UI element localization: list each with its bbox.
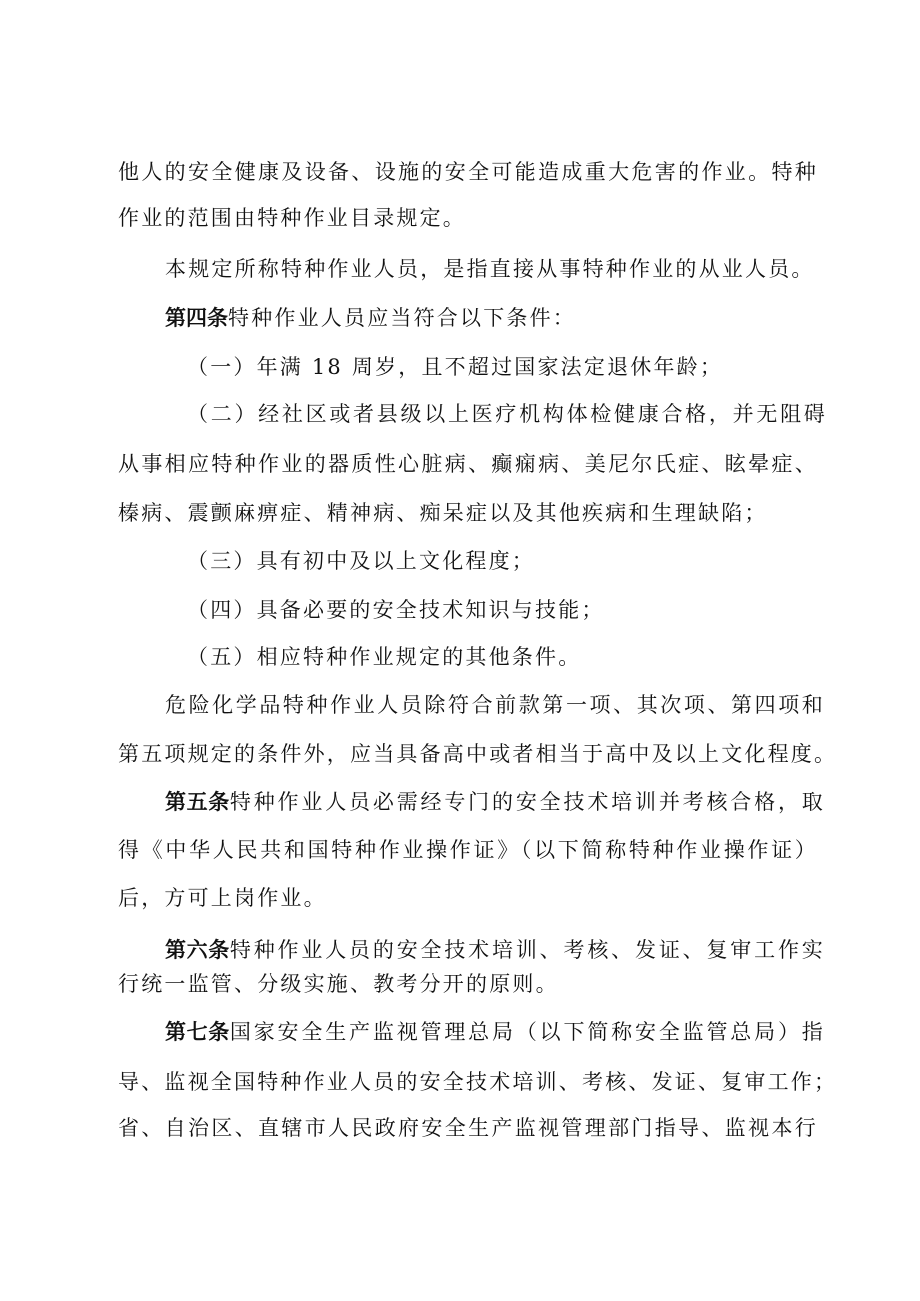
article-7-paragraph [165, 1016, 825, 1048]
text-line: 本规定所称特种作业人员，是指直接从事特种作业的从业人员。 [165, 257, 815, 281]
text-line: 得《中华人民共和国特种作业操作证》（以下简称特种作业操作证） [118, 838, 818, 862]
text-line: 作业的范围由特种作业目录规定。 [118, 206, 466, 230]
article-heading: 第四条 [165, 306, 228, 330]
article-heading: 第六条 [165, 938, 230, 962]
text-line: 他人的安全健康及设备、设施的安全可能造成重大危害的作业。特种 [118, 160, 818, 184]
list-item: （一）年满 18 周岁，且不超过国家法定退休年龄； [187, 355, 724, 379]
text-line: 危险化学品特种作业人员除符合前款第一项、其次项、第四项和 [165, 693, 825, 717]
text-line: 特种作业人员应当符合以下条件： [228, 306, 576, 330]
text-line: 行统一监管、分级实施、教考分开的原则。 [118, 972, 559, 996]
article-heading: 第五条 [165, 790, 230, 814]
article-4-paragraph [165, 302, 825, 334]
list-item: （五）相应特种作业规定的其他条件。 [187, 645, 582, 669]
text-line: 特种作业人员的安全技术培训、考核、发证、复审工作实 [229, 938, 825, 962]
list-item: （三）具有初中及以上文化程度； [187, 549, 535, 573]
text-line: 后，方可上岗作业。 [118, 886, 327, 910]
text-line: 榛病、震颤麻痹症、精神病、痴呆症以及其他疾病和生理缺陷； [118, 501, 768, 525]
text-line: 从事相应特种作业的器质性心脏病、癫痫病、美尼尔氏症、眩晕症、 [118, 452, 818, 476]
article-6-paragraph [165, 934, 825, 966]
list-item: （四）具备必要的安全技术知识与技能； [187, 598, 605, 622]
text-line: 导、监视全国特种作业人员的安全技术培训、考核、发证、复审工作； [118, 1070, 838, 1094]
article-5-paragraph [165, 786, 825, 818]
list-item: （二）经社区或者县级以上医疗机构体检健康合格，并无阻碍 [187, 402, 827, 426]
text-line: 国家安全生产监视管理总局（以下简称安全监管总局）指 [229, 1020, 825, 1044]
article-heading: 第七条 [165, 1020, 230, 1044]
text-line: 省、自治区、直辖市人民政府安全生产监视管理部门指导、监视本行 [118, 1116, 818, 1140]
text-line: 第五项规定的条件外，应当具备高中或者相当于高中及以上文化程度。 [118, 742, 838, 766]
text-line: 特种作业人员必需经专门的安全技术培训并考核合格，取 [229, 790, 825, 814]
